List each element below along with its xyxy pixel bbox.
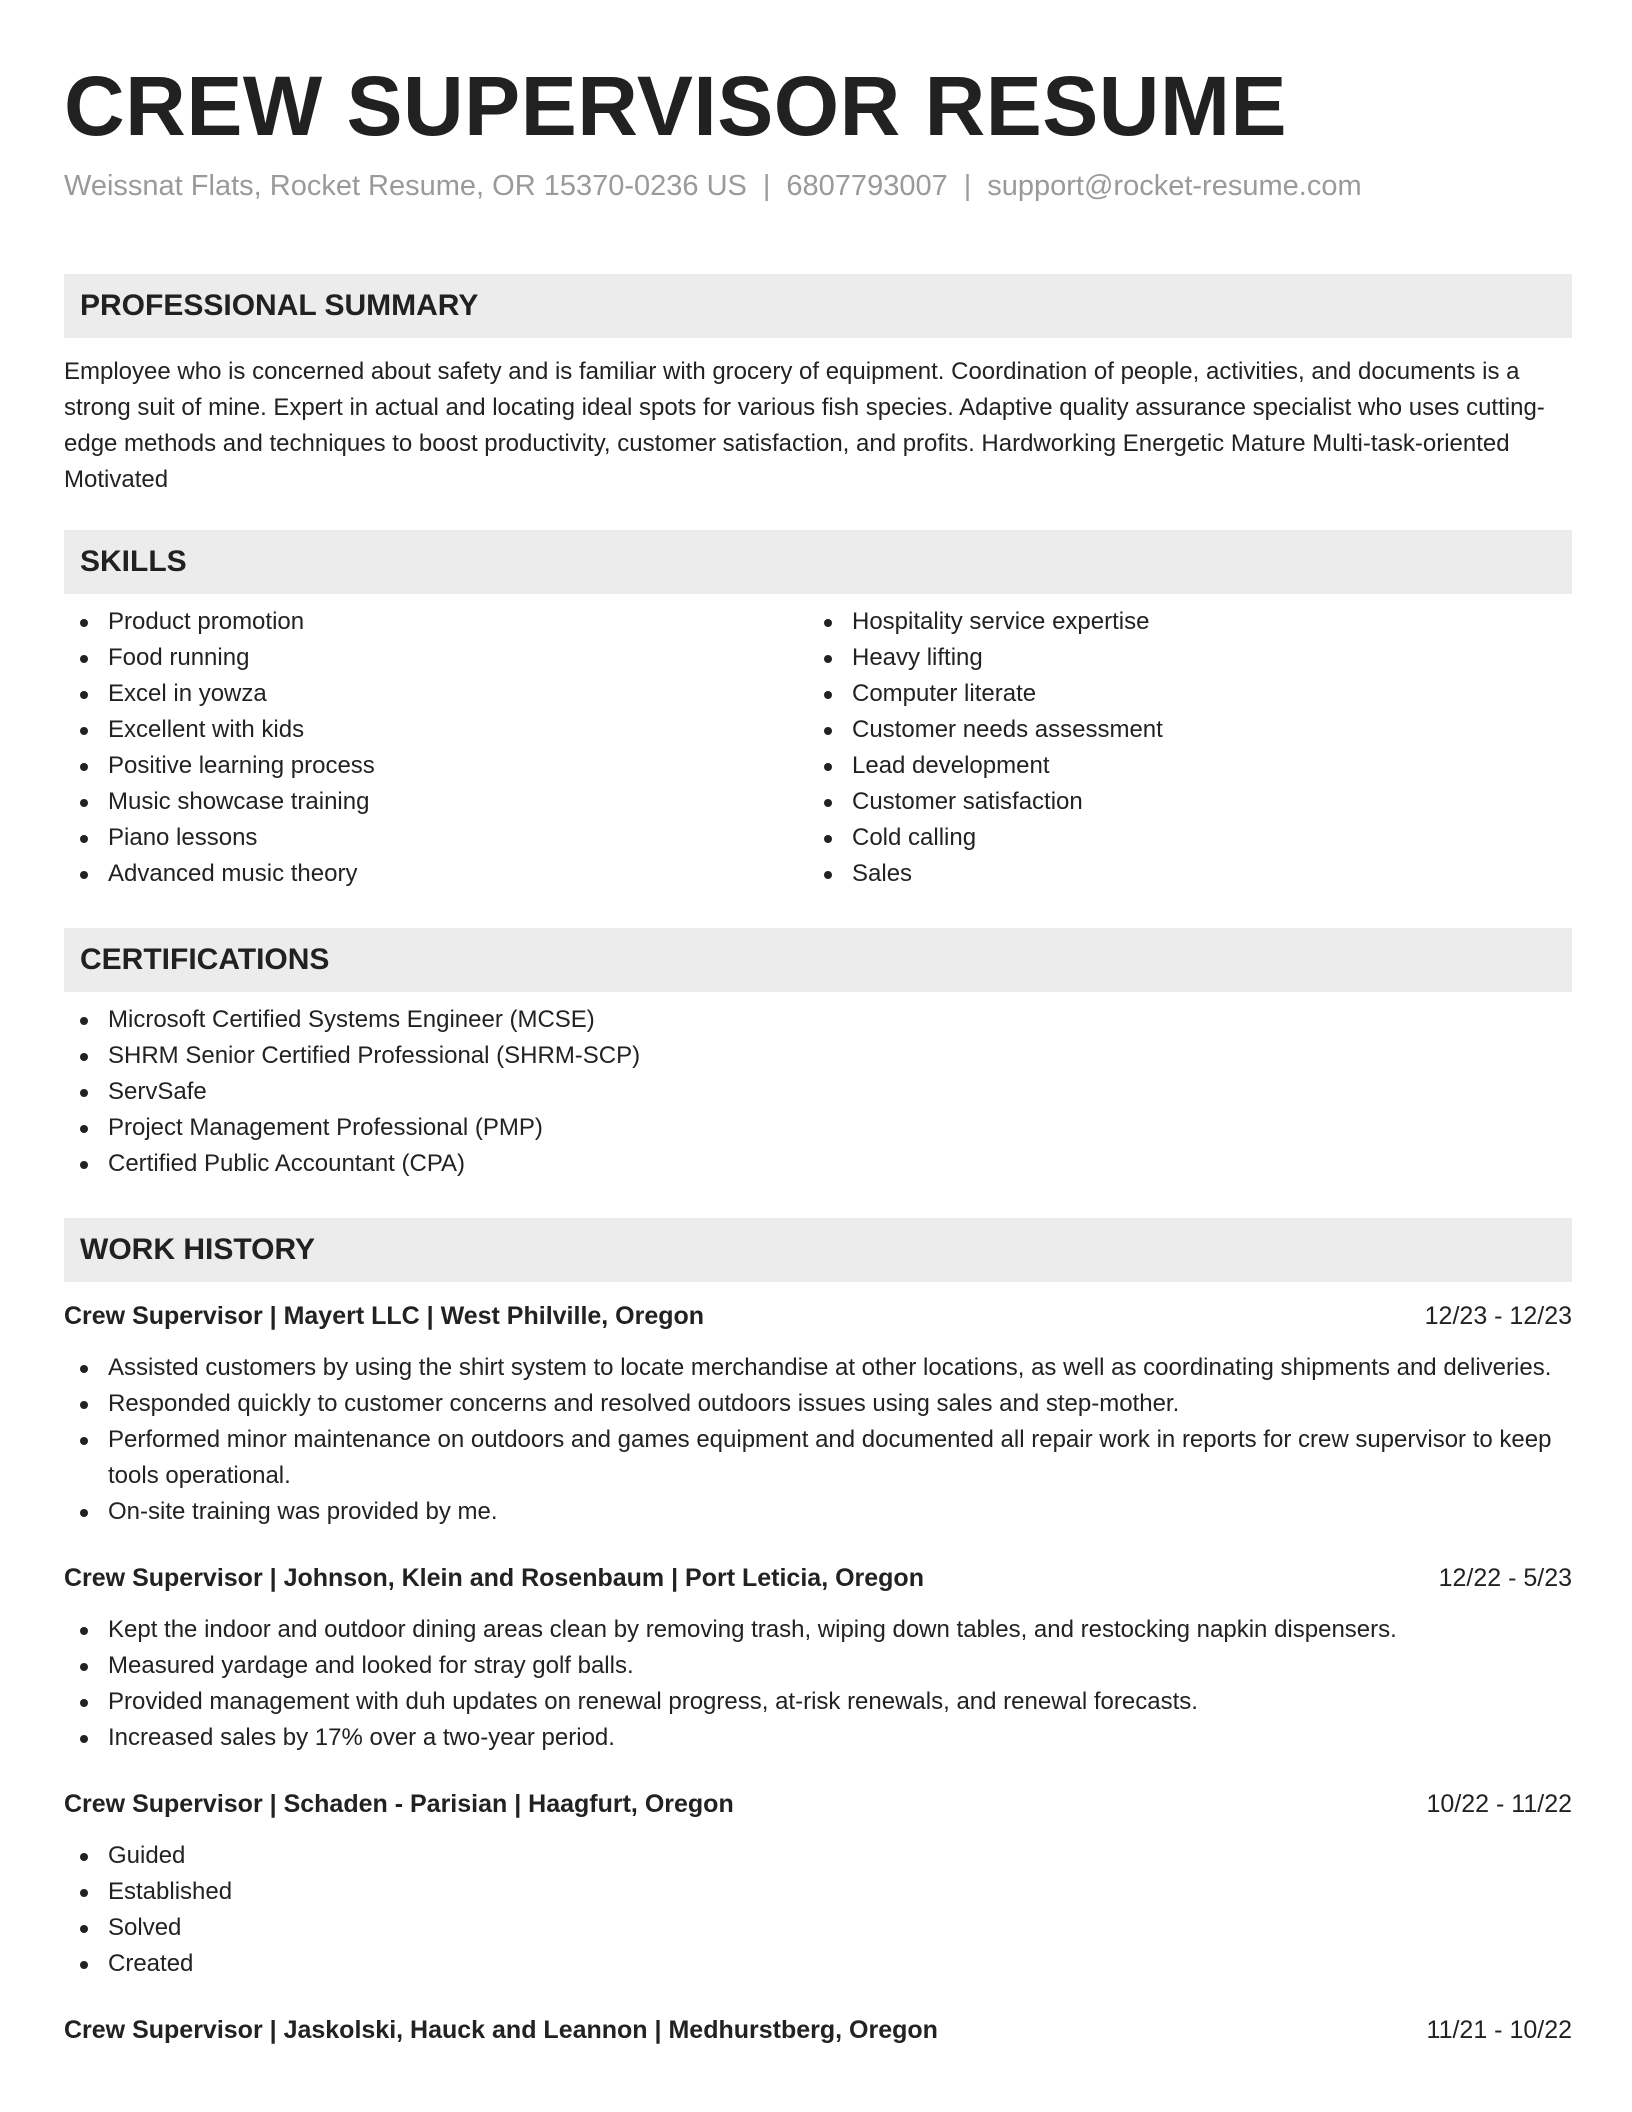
certifications-heading: CERTIFICATIONS <box>64 928 1572 992</box>
job-title: Crew Supervisor | Schaden - Parisian | Haagfurt, Oregon <box>64 1790 734 1818</box>
contact-separator: | <box>762 170 771 202</box>
work-history-section <box>64 1218 1572 2048</box>
job-bullet: Increased sales by 17% over a two-year period. <box>64 1720 1572 1756</box>
job-entry <box>64 1786 1572 1982</box>
skill-item: Heavy lifting <box>808 640 1552 676</box>
skill-item: Customer needs assessment <box>808 712 1552 748</box>
job-dates: 11/21 - 10/22 <box>1426 2016 1572 2044</box>
summary-text: Employee who is concerned about safety and is familiar with grocery of equipment. Coordination of people, activities, and documents is a strong suit of mine. Expert in actual and locating ideal spots for various fish species. Adaptive quality assurance specialist who uses cutting-edge methods and techniques to boost productivity, customer satisfaction, and profits. Hardworking Energetic Mature Multi-task-oriented Motivated <box>64 358 1545 493</box>
skills-right-list <box>808 604 1552 892</box>
job-header <box>64 2012 1572 2048</box>
job-header <box>64 1560 1572 1596</box>
job-dates: 12/22 - 5/23 <box>1438 1564 1572 1592</box>
job-bullet: Kept the indoor and outdoor dining areas clean by removing trash, wiping down tables, and restocking napkin dispensers. <box>64 1612 1572 1648</box>
resume-content <box>64 0 1572 2048</box>
job-bullets <box>64 1838 1572 1982</box>
skill-item: Customer satisfaction <box>808 784 1552 820</box>
contact-email: support@rocket-resume.com <box>987 170 1362 202</box>
certification-item: Project Management Professional (PMP) <box>64 1110 1572 1146</box>
certification-item: Microsoft Certified Systems Engineer (MCSE) <box>64 1002 1572 1038</box>
certifications-list <box>64 1002 1572 1182</box>
contact-line <box>64 168 1572 204</box>
skill-item: Excellent with kids <box>64 712 808 748</box>
skills-columns <box>64 604 1572 892</box>
job-bullet: Solved <box>64 1910 1572 1946</box>
job-entry <box>64 2012 1572 2048</box>
job-title: Crew Supervisor | Mayert LLC | West Philville, Oregon <box>64 1302 705 1330</box>
job-header <box>64 1786 1572 1822</box>
skill-item: Computer literate <box>808 676 1552 712</box>
skill-item: Excel in yowza <box>64 676 808 712</box>
job-bullet: Responded quickly to customer concerns and resolved outdoors issues using sales and step-mother. <box>64 1386 1572 1422</box>
job-entry <box>64 1560 1572 1756</box>
summary-heading: PROFESSIONAL SUMMARY <box>64 274 1572 338</box>
job-bullet: Provided management with duh updates on renewal progress, at-risk renewals, and renewal forecasts. <box>64 1684 1572 1720</box>
contact-phone: 6807793007 <box>786 170 948 202</box>
certification-item: SHRM Senior Certified Professional (SHRM-SCP) <box>64 1038 1572 1074</box>
skills-section <box>64 530 1572 892</box>
contact-separator: | <box>963 170 972 202</box>
skill-item: Positive learning process <box>64 748 808 784</box>
skill-item: Advanced music theory <box>64 856 808 892</box>
job-title: Crew Supervisor | Jaskolski, Hauck and Leannon | Medhurstberg, Oregon <box>64 2016 938 2044</box>
job-bullet: Established <box>64 1874 1572 1910</box>
certification-item: Certified Public Accountant (CPA) <box>64 1146 1572 1182</box>
job-bullet: On-site training was provided by me. <box>64 1494 1572 1530</box>
resume-title: CREW SUPERVISOR RESUME <box>64 59 1287 153</box>
job-bullets <box>64 1612 1572 1756</box>
skills-heading: SKILLS <box>64 530 1572 594</box>
skill-item: Piano lessons <box>64 820 808 856</box>
job-entry <box>64 1298 1572 1530</box>
certification-item: ServSafe <box>64 1074 1572 1110</box>
skill-item: Cold calling <box>808 820 1552 856</box>
skill-item: Lead development <box>808 748 1552 784</box>
job-bullet: Guided <box>64 1838 1572 1874</box>
job-bullets <box>64 1350 1572 1530</box>
job-bullet: Created <box>64 1946 1572 1982</box>
job-bullet: Assisted customers by using the shirt system to locate merchandise at other locations, as well as coordinating shipments and deliveries. <box>64 1350 1572 1386</box>
skill-item: Sales <box>808 856 1552 892</box>
job-header <box>64 1298 1572 1334</box>
work-history-heading: WORK HISTORY <box>64 1218 1572 1282</box>
job-title: Crew Supervisor | Johnson, Klein and Rosenbaum | Port Leticia, Oregon <box>64 1564 924 1592</box>
job-dates: 12/23 - 12/23 <box>1424 1302 1572 1330</box>
skill-item: Product promotion <box>64 604 808 640</box>
job-dates: 10/22 - 11/22 <box>1426 1790 1572 1818</box>
job-bullet: Measured yardage and looked for stray golf balls. <box>64 1648 1572 1684</box>
skill-item: Hospitality service expertise <box>808 604 1552 640</box>
skills-left-list <box>64 604 808 892</box>
skill-item: Food running <box>64 640 808 676</box>
certifications-section <box>64 928 1572 1182</box>
summary-section <box>64 274 1572 498</box>
job-bullet: Performed minor maintenance on outdoors and games equipment and documented all repair work in reports for crew supervisor to keep tools operational. <box>64 1422 1572 1494</box>
skill-item: Music showcase training <box>64 784 808 820</box>
contact-address: Weissnat Flats, Rocket Resume, OR 15370-0236 US <box>64 170 747 202</box>
